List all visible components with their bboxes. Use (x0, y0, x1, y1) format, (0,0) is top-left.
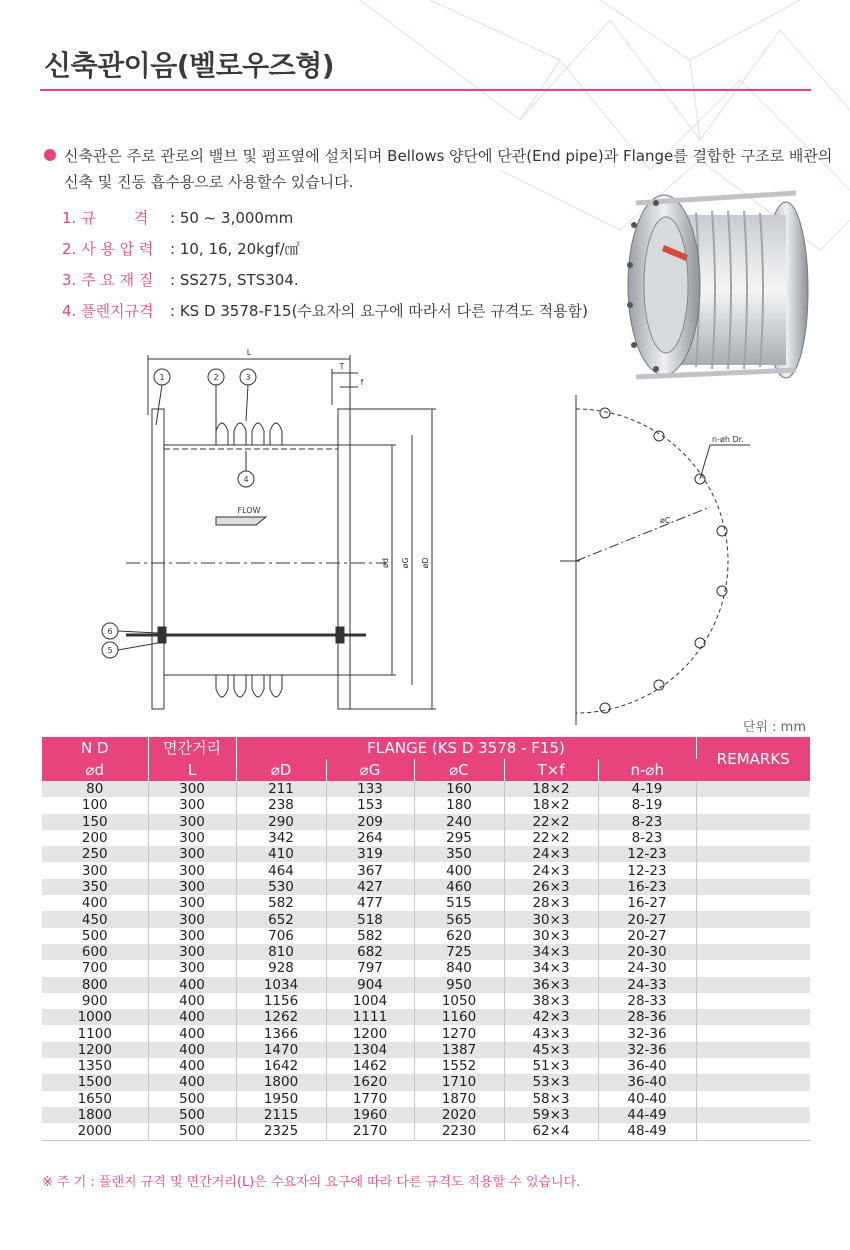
dim-d-label: ød (381, 558, 390, 568)
table-row (42, 1009, 810, 1025)
table-row (42, 911, 810, 927)
table-cell: 565 (414, 911, 504, 927)
table-cell (696, 1042, 810, 1058)
header-flange: FLANGE (KS D 3578 - F15) (236, 737, 696, 759)
table-cell: 350 (42, 879, 148, 895)
table-cell: 20-30 (598, 944, 696, 960)
table-cell: 53×3 (504, 1074, 598, 1090)
bullet-icon (44, 149, 56, 161)
table-cell: 45×3 (504, 1042, 598, 1058)
table-cell (696, 960, 810, 976)
table-cell: 1800 (236, 1074, 326, 1090)
table-row (42, 862, 810, 878)
table-cell: 460 (414, 879, 504, 895)
table-cell: 1800 (42, 1107, 148, 1123)
part-number: 2 (213, 373, 219, 382)
table-cell: 2020 (414, 1107, 504, 1123)
part-number: 5 (107, 646, 113, 655)
table-cell: 840 (414, 960, 504, 976)
table-cell: 211 (236, 781, 326, 797)
table-cell: 209 (326, 814, 414, 830)
table-cell: 582 (236, 895, 326, 911)
table-row (42, 1042, 810, 1058)
table-cell: 1111 (326, 1009, 414, 1025)
table-cell (696, 781, 810, 797)
header-C: ⌀C (414, 759, 504, 781)
table-row (42, 1025, 810, 1041)
table-cell: 400 (148, 977, 236, 993)
table-cell: 700 (42, 960, 148, 976)
table-cell: 32-36 (598, 1025, 696, 1041)
table-cell: 12-23 (598, 862, 696, 878)
header-nh: n-⌀h (598, 759, 696, 781)
table-cell: 1270 (414, 1025, 504, 1041)
table-cell: 36-40 (598, 1074, 696, 1090)
table-row (42, 830, 810, 846)
spec-list (62, 207, 622, 331)
table-cell: 300 (148, 814, 236, 830)
table-cell: 238 (236, 797, 326, 813)
table-cell: 300 (148, 944, 236, 960)
table-cell: 1200 (42, 1042, 148, 1058)
table-cell: 500 (148, 1091, 236, 1107)
table-cell: 24×3 (504, 862, 598, 878)
spec-label: 4. 플렌지규격 (62, 302, 154, 320)
table-cell: 1034 (236, 977, 326, 993)
table-cell (696, 928, 810, 944)
header-L: L (148, 759, 236, 781)
table-cell: 43×3 (504, 1025, 598, 1041)
header-Tf: T×f (504, 759, 598, 781)
table-cell: 300 (148, 797, 236, 813)
table-row (42, 781, 810, 797)
table-cell: 8-23 (598, 814, 696, 830)
table-cell: 797 (326, 960, 414, 976)
table-cell: 682 (326, 944, 414, 960)
table-cell: 1004 (326, 993, 414, 1009)
table-cell (696, 814, 810, 830)
table-cell: 1462 (326, 1058, 414, 1074)
table-cell: 62×4 (504, 1123, 598, 1140)
table-cell: 34×3 (504, 944, 598, 960)
table-cell: 28×3 (504, 895, 598, 911)
unit-label: 단위 : mm (742, 720, 806, 735)
table-cell: 20-27 (598, 911, 696, 927)
table-cell: 400 (148, 993, 236, 1009)
table-cell: 58×3 (504, 1091, 598, 1107)
table-cell: 1770 (326, 1091, 414, 1107)
spec-label: 2. 사 용 압 력 (62, 240, 154, 258)
table-row (42, 1091, 810, 1107)
table-cell: 300 (148, 911, 236, 927)
product-photo (616, 185, 816, 390)
table-cell: 2115 (236, 1107, 326, 1123)
table-cell: 1950 (236, 1091, 326, 1107)
table-cell: 600 (42, 944, 148, 960)
table-cell: 18×2 (504, 797, 598, 813)
table-header-row (42, 737, 810, 759)
table-cell: 1710 (414, 1074, 504, 1090)
table-cell: 26×3 (504, 879, 598, 895)
table-cell: 44-49 (598, 1107, 696, 1123)
spec-value: : SS275, STS304. (170, 271, 299, 289)
dim-L-label: L (246, 348, 252, 357)
table-cell: 427 (326, 879, 414, 895)
part-number: 3 (245, 373, 251, 382)
table-cell: 400 (148, 1074, 236, 1090)
table-cell: 342 (236, 830, 326, 846)
table-cell: 1304 (326, 1042, 414, 1058)
table-cell: 1960 (326, 1107, 414, 1123)
table-cell (696, 1009, 810, 1025)
table-cell: 400 (148, 1058, 236, 1074)
table-cell: 450 (42, 911, 148, 927)
flow-label: FLOW (237, 506, 261, 515)
spec-table (42, 737, 810, 1141)
table-cell: 1160 (414, 1009, 504, 1025)
table-cell: 32-36 (598, 1042, 696, 1058)
table-row (42, 814, 810, 830)
table-cell: 500 (148, 1123, 236, 1140)
table-cell: 725 (414, 944, 504, 960)
table-cell: 36-40 (598, 1058, 696, 1074)
table-row (42, 879, 810, 895)
table-cell: 1870 (414, 1091, 504, 1107)
hole-label: n-øh Dr. (712, 435, 744, 444)
page-title: 신축관이음(벨로우즈형) (44, 49, 335, 82)
table-cell: 1500 (42, 1074, 148, 1090)
table-cell: 1387 (414, 1042, 504, 1058)
table-row (42, 1123, 810, 1140)
table-cell: 300 (148, 781, 236, 797)
table-cell: 20-27 (598, 928, 696, 944)
table-cell: 12-23 (598, 846, 696, 862)
table-cell: 264 (326, 830, 414, 846)
table-row (42, 993, 810, 1009)
table-cell: 80 (42, 781, 148, 797)
part-number: 4 (243, 475, 249, 484)
table-cell: 160 (414, 781, 504, 797)
table-row (42, 895, 810, 911)
table-cell: 400 (414, 862, 504, 878)
table-cell (696, 797, 810, 813)
table-cell: 30×3 (504, 911, 598, 927)
table-cell: 2170 (326, 1123, 414, 1140)
table-cell: 300 (148, 830, 236, 846)
table-cell: 400 (42, 895, 148, 911)
table-cell: 477 (326, 895, 414, 911)
table-cell: 1470 (236, 1042, 326, 1058)
title-underline (40, 89, 811, 91)
header-D: ⌀D (236, 759, 326, 781)
table-cell: 18×2 (504, 781, 598, 797)
table-cell: 24-30 (598, 960, 696, 976)
table-cell: 300 (148, 862, 236, 878)
pcd-label: øC (660, 516, 671, 525)
flange-bolt-circle-drawing (560, 395, 800, 725)
table-cell: 950 (414, 977, 504, 993)
table-header-row (42, 759, 810, 781)
table-cell: 28-36 (598, 1009, 696, 1025)
table-row (42, 1074, 810, 1090)
table-cell: 500 (42, 928, 148, 944)
table-cell: 30×3 (504, 928, 598, 944)
part-number: 1 (159, 373, 165, 382)
table-cell (696, 1123, 810, 1140)
spec-item (62, 300, 622, 331)
table-cell: 518 (326, 911, 414, 927)
table-cell (696, 879, 810, 895)
table-cell: 1350 (42, 1058, 148, 1074)
table-cell: 48-49 (598, 1123, 696, 1140)
table-cell: 810 (236, 944, 326, 960)
table-cell: 40-40 (598, 1091, 696, 1107)
table-cell: 928 (236, 960, 326, 976)
table-cell (696, 1091, 810, 1107)
table-cell: 22×2 (504, 830, 598, 846)
footnote: ※ 주 기 : 플랜지 규격 및 면간거리(L)은 수요자의 요구에 따라 다른 규격도 적용할 수 있습니다. (42, 1175, 581, 1190)
table-cell (696, 1107, 810, 1123)
table-cell: 295 (414, 830, 504, 846)
spec-value: : KS D 3578-F15(수요자의 요구에 따라서 다른 규격도 적용함) (170, 302, 588, 320)
spec-value: : 50 ~ 3,000mm (170, 209, 294, 227)
dim-T-label: T (339, 362, 345, 371)
table-cell: 24-33 (598, 977, 696, 993)
table-cell: 100 (42, 797, 148, 813)
table-cell (696, 1074, 810, 1090)
spec-item (62, 207, 622, 238)
table-cell: 410 (236, 846, 326, 862)
table-cell: 800 (42, 977, 148, 993)
table-body (42, 781, 810, 1140)
table-cell: 8-23 (598, 830, 696, 846)
header-nd: N D (42, 737, 148, 759)
table-cell: 16-27 (598, 895, 696, 911)
table-cell: 300 (148, 879, 236, 895)
table-cell: 300 (42, 862, 148, 878)
table-row (42, 846, 810, 862)
table-cell: 300 (148, 928, 236, 944)
table-row (42, 928, 810, 944)
table-cell: 1000 (42, 1009, 148, 1025)
table-cell (696, 1058, 810, 1074)
table-cell: 1100 (42, 1025, 148, 1041)
table-cell: 350 (414, 846, 504, 862)
table-cell: 1262 (236, 1009, 326, 1025)
intro-text: 신축관은 주로 관로의 밸브 및 펌프옆에 설치되며 Bellows 양단에 단관(End pipe)과 Flange를 결합한 구조로 배관의 신축 및 진동 흡수용으로 사용할수 있습니다. (64, 147, 833, 191)
table-cell: 24×3 (504, 846, 598, 862)
table-cell: 1642 (236, 1058, 326, 1074)
spec-item (62, 238, 622, 269)
table-cell: 400 (148, 1009, 236, 1025)
table-cell: 290 (236, 814, 326, 830)
table-cell (696, 862, 810, 878)
table-cell: 38×3 (504, 993, 598, 1009)
part-number: 6 (107, 627, 113, 636)
table-cell: 1156 (236, 993, 326, 1009)
table-cell: 652 (236, 911, 326, 927)
dim-D-label: øD (421, 557, 430, 569)
table-cell: 34×3 (504, 960, 598, 976)
table-cell: 900 (42, 993, 148, 1009)
side-view-drawing (96, 345, 446, 720)
table-cell: 620 (414, 928, 504, 944)
table-cell: 300 (148, 895, 236, 911)
table-row (42, 944, 810, 960)
table-cell (696, 977, 810, 993)
table-cell: 1200 (326, 1025, 414, 1041)
spec-value: : 10, 16, 20kgf/㎠ (170, 240, 300, 258)
table-cell: 59×3 (504, 1107, 598, 1123)
table-cell: 16-23 (598, 879, 696, 895)
table-cell: 22×2 (504, 814, 598, 830)
table-cell: 400 (148, 1025, 236, 1041)
table-cell (696, 944, 810, 960)
table-row (42, 960, 810, 976)
table-row (42, 977, 810, 993)
table-cell: 4-19 (598, 781, 696, 797)
table-cell: 2000 (42, 1123, 148, 1140)
table-cell: 150 (42, 814, 148, 830)
table-row (42, 1058, 810, 1074)
table-cell: 464 (236, 862, 326, 878)
table-cell (696, 993, 810, 1009)
table-cell: 180 (414, 797, 504, 813)
table-cell: 515 (414, 895, 504, 911)
table-cell: 706 (236, 928, 326, 944)
table-cell (696, 830, 810, 846)
table-cell: 400 (148, 1042, 236, 1058)
table-cell: 2230 (414, 1123, 504, 1140)
table-cell: 582 (326, 928, 414, 944)
table-cell: 51×3 (504, 1058, 598, 1074)
header-G: ⌀G (326, 759, 414, 781)
table-cell: 300 (148, 846, 236, 862)
header-d: ⌀d (42, 759, 148, 781)
table-cell: 8-19 (598, 797, 696, 813)
table-row (42, 1107, 810, 1123)
table-cell (696, 846, 810, 862)
table-cell: 300 (148, 960, 236, 976)
table-cell: 904 (326, 977, 414, 993)
table-cell: 1050 (414, 993, 504, 1009)
table-cell: 36×3 (504, 977, 598, 993)
table-cell (696, 911, 810, 927)
table-cell: 530 (236, 879, 326, 895)
header-remarks: REMARKS (696, 737, 810, 781)
table-cell: 153 (326, 797, 414, 813)
table-cell (696, 895, 810, 911)
table-cell: 367 (326, 862, 414, 878)
dim-f-label: f (360, 378, 364, 387)
header-face-distance: 면간거리 (148, 737, 236, 759)
dim-G-label: øG (401, 557, 410, 569)
table-cell: 250 (42, 846, 148, 862)
table-cell: 1620 (326, 1074, 414, 1090)
table-cell: 240 (414, 814, 504, 830)
spec-label: 3. 주 요 재 질 (62, 271, 154, 289)
table-cell (696, 1025, 810, 1041)
table-cell: 1552 (414, 1058, 504, 1074)
table-cell: 42×3 (504, 1009, 598, 1025)
spec-item (62, 269, 622, 300)
table-cell: 1650 (42, 1091, 148, 1107)
table-cell: 319 (326, 846, 414, 862)
spec-label: 1. 규 격 (62, 209, 149, 227)
table-cell: 28-33 (598, 993, 696, 1009)
table-row (42, 797, 810, 813)
table-cell: 500 (148, 1107, 236, 1123)
table-cell: 1366 (236, 1025, 326, 1041)
table-cell: 133 (326, 781, 414, 797)
table-cell: 2325 (236, 1123, 326, 1140)
table-cell: 200 (42, 830, 148, 846)
